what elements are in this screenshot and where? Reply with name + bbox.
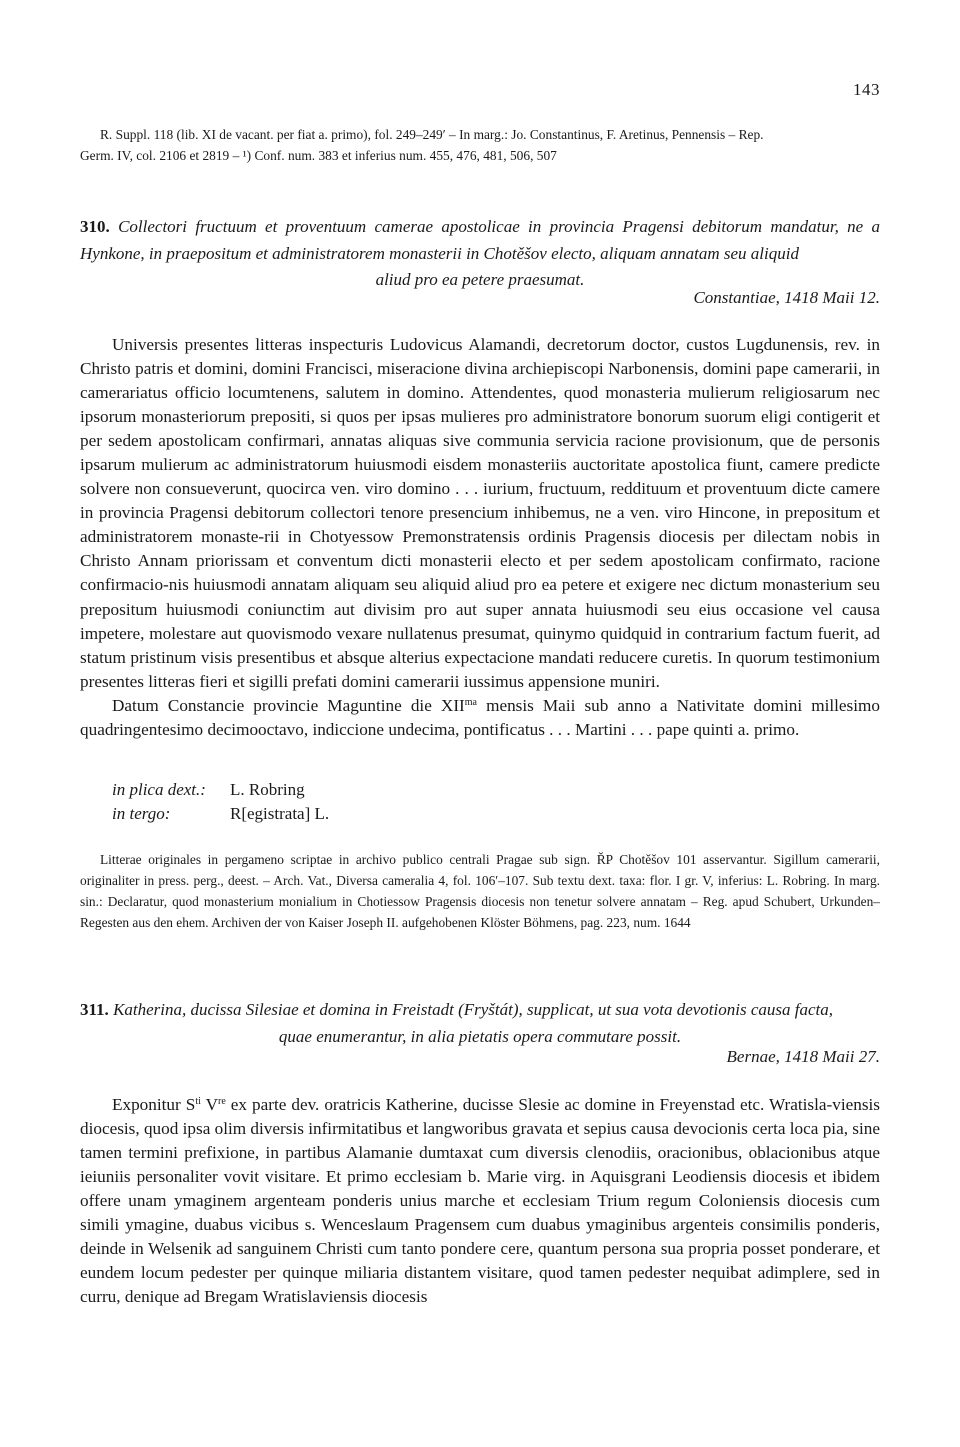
document-310-text: [80, 333, 880, 742]
document-311-summary: Katherina, ducissa Silesiae et domina in Freistadt (Fryštát), supplicat, ut sua vota devotionis causa facta,: [113, 1000, 833, 1019]
document-311-date: Bernae, 1418 Maii 27.: [726, 1047, 880, 1066]
document-311-summary-last-line: quae enumerantur, in alia pietatis opera commutare possit.: [278, 1026, 682, 1046]
document-311-paragraph-1: [80, 1093, 880, 1309]
document-311-text: [80, 1093, 880, 1309]
document-310-dating-start: Datum Constancie provincie Maguntine die XII: [112, 695, 465, 715]
endorsement-label: in plica dext.:: [112, 780, 206, 799]
document-310-summary: Collectori fructuum et proventuum camerae apostolicae in provincia Pragensi debitorum mandatur, ne a Hynkone, in praepositum et administratorem monasterii in Chotěšov electo, aliquam annatam seu aliquid: [80, 217, 880, 263]
endorsement-label: in tergo:: [112, 804, 171, 823]
document-311-text-v: V: [200, 1095, 218, 1114]
previous-document-note: [80, 124, 880, 166]
previous-note-line-1: R. Suppl. 118 (lib. XI de vacant. per fiat a. primo), fol. 249–249′ – In marg.: Jo. Constantinus, F. Aretinus, Pennensis – Rep.: [100, 127, 764, 142]
endorsement-row: [112, 802, 329, 826]
document-311-number: 311.: [80, 1000, 109, 1019]
endorsement-value: R[egistrata] L.: [230, 804, 330, 823]
document-310-summary-last-line: aliud pro ea petere praesumat.: [375, 270, 585, 289]
document-311-heading: [80, 997, 880, 1050]
document-310-paragraph-2: [80, 694, 880, 742]
document-310-dating-superscript: ma: [464, 696, 477, 708]
document-311-text-start: Exponitur S: [112, 1095, 196, 1114]
document-310-heading: [80, 214, 880, 294]
endorsement-row: [112, 778, 329, 802]
previous-note-line-2: Germ. IV, col. 2106 et 2819 – ¹) Conf. num. 383 et inferius num. 455, 476, 481, 506, 507: [80, 148, 557, 163]
document-310-date: Constantiae, 1418 Maii 12.: [693, 288, 880, 307]
document-311-text-rest: ex parte dev. oratricis Katherine, ducisse Slesie ac domine in Freyenstad etc. Wratisla-viensis diocesis, quod ipsa olim diversis infirmitatibus et langworibus gravata et sepius causa devocionis certa loca pia, sine tamen termini prefixione, in partibus Alamanie dumtaxat cum diversis clenodiis, oracionibus, oblacionibus atque ieiuniis personaliter vovit visitare. Et primo ecclesiam b. Marie virg. in Aquisgrani Leodiensis diocesis et ibidem offere unam ymaginem argenteam ponderis unius marche et ecclesiam Trium regum Coloniensis diocesis cum simili ymagine, duabus vicibus s. Wenceslaum Pragensem cum duabus ymaginibus argenteis consimilis ponderis, deinde in Welsenik ad sanguinem Christi cum tanto pondere cere, quantum persona sua propria posset ponderare, et eundem locum pedester per quinque miliaria distantem visitare, quod tamen pedester nequibat adimplere, sed in curru, denique ad Bregam Wratislaviensis diocesis: [80, 1095, 880, 1307]
page-number: 143: [853, 80, 880, 99]
document-311-superscript-2: re: [217, 1096, 226, 1107]
document-310-endorsements: [112, 778, 329, 826]
document-310-dating-rest: mensis Maii sub anno a Nativitate domini millesimo quadringentesimo decimooctavo, indiccione undecima, pontificatus . . . Martini . . . pape quinti a. primo.: [80, 695, 880, 739]
document-310-paragraph-1: Universis presentes litteras inspecturis Ludovicus Alamandi, decretorum doctor, custos Lugdunensis, rev. in Christo patris et domini, domini Francisci, miseracione divina archiepiscopi Narbonensis, domini pape camerarii, in camerariatus officio locumtenens, salutem in domino. Attendentes, quod monasteria mulierum religiosarum nec ipsorum monasteriorum prepositi, si quos per ipsas mulieres pro administratore bonorum suorum eligi contigerit et per sedem apostolicam confirmari, annatas aliquas sive communia servicia racione provisionum, que de personis ipsarum mulierum ac administratorum huiusmodi eisdem monasteriis auctoritate apostolica fiunt, camere predicte solvere non consueverunt, quocirca ven. viro domino . . . iurium, fructuum, reddituum et proventuum dicte camere in provincia Pragensi debitorum collectori tenore presencium inhibemus, ne a ven. viro Hincone, in prepositum et administratorem monaste-rii in Chotyessow Premonstratensis ordinis Pragensis diocesis per dilectam nobis in Christo Annam priorissam et conventum dicti monasterii electo et per sedem apostolicam confirmato, racione confirmacio-nis huiusmodi annatam aliquam seu aliquid aliud pro ea petere et exigere nec dictum monasterium seu prepositum huiusmodi coniunctim aut divisim pro aut super annata huiusmodi seu eius occasione vel causa impetere, molestare aut quovismodo vexare nullatenus presumat, quinymo quidquid in contrarium factum fuerit, ad statum pristinum visis presentibus et absque alterius expectacione mandati reducere curetis. In quorum testimonium presentes litteras fieri et sigilli prefati domini camerarii iussimus appensione muniri.: [80, 335, 880, 691]
endorsement-value: L. Robring: [230, 780, 305, 799]
document-310-number: 310.: [80, 217, 110, 236]
document-311-superscript-1: ti: [195, 1096, 201, 1107]
document-310-source-note: Litterae originales in pergameno scriptae in archivo publico centrali Pragae sub sign. ŘP Chotěšov 101 asservantur. Sigillum camerarii, originaliter in press. perg., deest. – Arch. Vat., Diversa cameralia 4, fol. 106′–107. Sub textu dext. taxa: flor. I gr. V, inferius: L. Robring. In marg. sin.: Declaratur, quod monasterium monialium in Chotiessow Pragensis diocesis non tenetur solvere annatam – Reg. apud Schubert, Urkunden–Regesten aus den ehem. Archiven der von Kaiser Joseph II. aufgehobenen Klöster Böhmens, pag. 223, num. 1644: [80, 852, 880, 930]
